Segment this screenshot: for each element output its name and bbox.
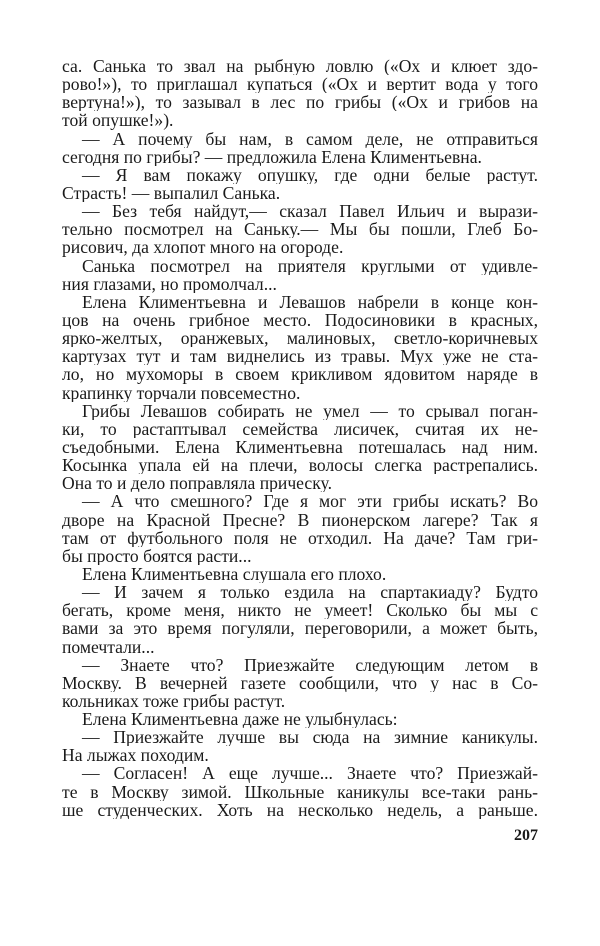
text-line: цов на очень грибное место. Подосиновики в красных, [62, 310, 538, 330]
text-line: кольниках тоже грибы растут. [62, 691, 286, 711]
text-line: — И зачем я только ездила на спартакиаду? Будто [82, 583, 538, 602]
text-line: — Я вам покажу опушку, где одни белые растут. [82, 165, 538, 184]
text-line: Она то и дело поправляла прическу. [62, 474, 332, 493]
text-line: бы просто боятся расти... [62, 546, 252, 565]
text-line: — Согласен! А еще лучше... Знаете что? Приезжай- [82, 764, 538, 783]
text-line: Санька посмотрел на приятеля круглыми от удивле- [82, 256, 538, 275]
text-line: крапинку торчали повсеместно. [62, 383, 301, 402]
text-line: ло, но мухоморы в своем крикливом ядовитом наряде в [62, 365, 538, 384]
text-line: са. Санька то звал на рыбную ловлю («Ох и клюет здо- [62, 57, 538, 76]
text-line: ния глазами, но промолчал... [62, 274, 277, 293]
text-line: — Без тебя найдут,— сказал Павел Ильич и вырази- [82, 202, 538, 221]
text-line: Елена Климентьевна и Левашов набрели в конце кон- [82, 292, 538, 311]
text-line: ярко-желтых, оранжевых, малиновых, светло-коричневых [62, 329, 538, 348]
text-line: На лыжах походим. [62, 746, 209, 765]
text-line: там от футбольного поля не отходил. На даче? Там гри- [62, 528, 538, 547]
text-line: Страсть! — выпалил Санька. [62, 183, 281, 203]
text-line: помечтали... [62, 637, 155, 656]
text-line: — Знаете что? Приезжайте следующим летом в [82, 655, 538, 674]
text-line: съедобными. Елена Климентьевна потешалась над ним. [62, 437, 538, 457]
text-line: картузах тут и там виднелись из травы. Мух уже не ста- [62, 347, 538, 366]
text-line: дворе на Красной Пресне? В пионерском лагере? Так я [62, 510, 538, 529]
text-line: — А что смешного? Где я мог эти грибы искать? Во [82, 492, 538, 511]
text-line: рисович, да хлопот много на огороде. [62, 238, 344, 257]
text-line: те в Москву зимой. Школьные каникулы все-таки рань- [62, 782, 538, 801]
text-line: Косынка упала ей на плечи, волосы слегка растрепались. [62, 456, 538, 475]
text-line: тельно посмотрел на Саньку.— Мы бы пошли, Глеб Бо- [62, 220, 538, 239]
book-page-text [62, 57, 538, 819]
text-line: Грибы Левашов собирать не умел — то срывал поган- [82, 401, 538, 420]
text-line: ки, то растаптывал семейства лисичек, считая их не- [62, 419, 538, 438]
text-line: Елена Климентьевна даже не улыбнулась: [82, 710, 398, 729]
text-line: вертуна!»), то зазывал в лес по грибы («Ох и грибов на [62, 93, 538, 112]
text-line: — А почему бы нам, в самом деле, не отправиться [82, 129, 538, 148]
text-line: сегодня по грибы? — предложила Елена Климентьевна. [62, 147, 482, 166]
text-line: Москву. В вечерней газете сообщили, что у нас в Со- [62, 673, 538, 692]
text-line: ше студенческих. Хоть на несколько недель, а раньше. [62, 800, 538, 819]
text-line: Елена Климентьевна слушала его плохо. [82, 564, 387, 584]
text-line: вами за это время погуляли, переговорили, а может быть, [62, 619, 538, 638]
text-line: бегать, кроме меня, никто не умеет! Сколько бы мы с [62, 601, 538, 620]
text-line: той опушке!»). [62, 111, 174, 130]
text-line: — Приезжайте лучше вы сюда на зимние каникулы. [82, 728, 538, 747]
page-number: 207 [514, 827, 538, 844]
text-line: рово!»), то приглашал купаться («Ох и вертит вода у того [62, 75, 538, 94]
